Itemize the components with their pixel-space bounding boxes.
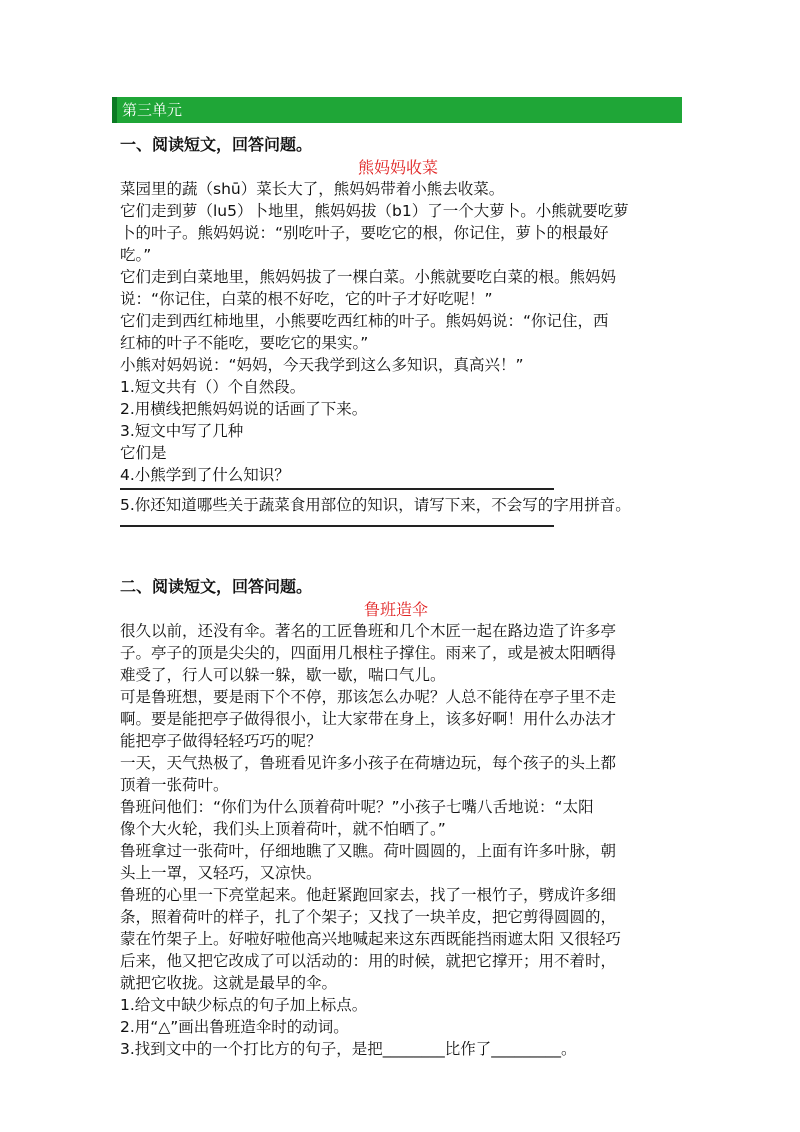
section2-line-16: 后来，他又把它改成了可以活动的：用的时候，就把它撑开；用不着时， bbox=[120, 952, 617, 970]
section2-line-2: 子。亭子的顶是尖尖的，四面用几根柱子撑住。雨来了，或是被太阳晒得 bbox=[120, 644, 617, 662]
section2-title: 鲁班造伞 bbox=[364, 600, 429, 619]
section1-question-2: 2.用横线把熊妈妈说的话画了下来。 bbox=[120, 400, 368, 418]
section2-line-1: 很久以前，还没有伞。著名的工匠鲁班和几个木匠一起在路边造了许多亭 bbox=[120, 622, 617, 640]
section1-question-3b: 它们是 bbox=[120, 444, 167, 462]
section1-line-6: 说：“你记住，白菜的根不好吃，它的叶子才好吃呢！” bbox=[120, 290, 493, 308]
section2-line-15: 蒙在竹架子上。好啦好啦他高兴地喊起来这东西既能挡雨遮太阳 又很轻巧 bbox=[120, 930, 621, 948]
section1-line-8: 红柿的叶子不能吃，要吃它的果实。” bbox=[120, 334, 369, 352]
section1-line-9: 小熊对妈妈说：“妈妈，今天我学到这么多知识，真高兴！” bbox=[120, 356, 524, 374]
section1-line-2: 它们走到萝（lu5）卜地里，熊妈妈拔（b1）了一个大萝卜。小熊就要吃萝 bbox=[120, 202, 629, 220]
section2-line-4: 可是鲁班想，要是雨下个不停，那该怎么办呢？人总不能待在亭子里不走 bbox=[120, 688, 617, 706]
unit-banner: 第三单元 bbox=[112, 97, 682, 123]
section1-question-4: 4.小熊学到了什么知识？ bbox=[120, 466, 290, 484]
section1-question-5: 5.你还知道哪些关于蔬菜食用部位的知识，请写下来，不会写的字用拼音。 bbox=[120, 496, 631, 514]
section2-line-6: 能把亭子做得轻轻巧巧的呢？ bbox=[120, 732, 322, 750]
section2-line-10: 像个大火轮，我们头上顶着荷叶，就不怕晒了。” bbox=[120, 820, 446, 838]
section2-line-5: 啊。要是能把亭子做得很小，让大家带在身上，该多好啊！用什么办法才 bbox=[120, 710, 617, 728]
section2-heading: 二、阅读短文，回答问题。 bbox=[120, 577, 313, 596]
section2-line-11: 鲁班拿过一张荷叶，仔细地瞧了又瞧。荷叶圆圆的，上面有许多叶脉，朝 bbox=[120, 842, 617, 860]
section1-line-7: 它们走到西红柿地里，小熊要吃西红柿的叶子。熊妈妈说：“你记住，西 bbox=[120, 312, 609, 330]
section2-question-1: 1.给文中缺少标点的句子加上标点。 bbox=[120, 996, 368, 1014]
section2-line-17: 就把它收拢。这就是最早的伞。 bbox=[120, 974, 338, 992]
section1-line-4: 吃。” bbox=[120, 246, 152, 264]
section2-question-3: 3.找到文中的一个打比方的句子，是把________比作了_________。 bbox=[120, 1040, 577, 1058]
section1-question-3: 3.短文中写了几种 bbox=[120, 422, 244, 440]
section1-line-1: 菜园里的蔬（shū）菜长大了，熊妈妈带着小熊去收菜。 bbox=[120, 180, 505, 198]
section1-line-5: 它们走到白菜地里，熊妈妈拔了一棵白菜。小熊就要吃白菜的根。熊妈妈 bbox=[120, 268, 617, 286]
answer-line-4 bbox=[120, 488, 554, 490]
section2-question-2: 2.用“△”画出鲁班造伞时的动词。 bbox=[120, 1018, 349, 1036]
section2-line-8: 顶着一张荷叶。 bbox=[120, 776, 229, 794]
section2-line-13: 鲁班的心里一下亮堂起来。他赶紧跑回家去，找了一根竹子，劈成许多细 bbox=[120, 886, 617, 904]
section2-line-12: 头上一罩，又轻巧，又凉快。 bbox=[120, 864, 322, 882]
section2-line-9: 鲁班问他们：“你们为什么顶着荷叶呢？”小孩子七嘴八舌地说：“太阳 bbox=[120, 798, 594, 816]
section2-line-7: 一天，天气热极了，鲁班看见许多小孩子在荷塘边玩，每个孩子的头上都 bbox=[120, 754, 617, 772]
section2-line-3: 难受了，行人可以躲一躲，歇一歇，喘口气儿。 bbox=[120, 666, 446, 684]
section1-question-1: 1.短文共有（）个自然段。 bbox=[120, 378, 306, 396]
answer-line-5 bbox=[120, 525, 554, 527]
section1-line-3: 卜的叶子。熊妈妈说：“别吃叶子，要吃它的根，你记住，萝卜的根最好 bbox=[120, 224, 609, 242]
section2-line-14: 条，照着荷叶的样子，扎了个架子；又找了一块羊皮，把它剪得圆圆的， bbox=[120, 908, 617, 926]
section1-title: 熊妈妈收菜 bbox=[358, 158, 439, 177]
section1-heading: 一、阅读短文，回答问题。 bbox=[120, 135, 313, 154]
